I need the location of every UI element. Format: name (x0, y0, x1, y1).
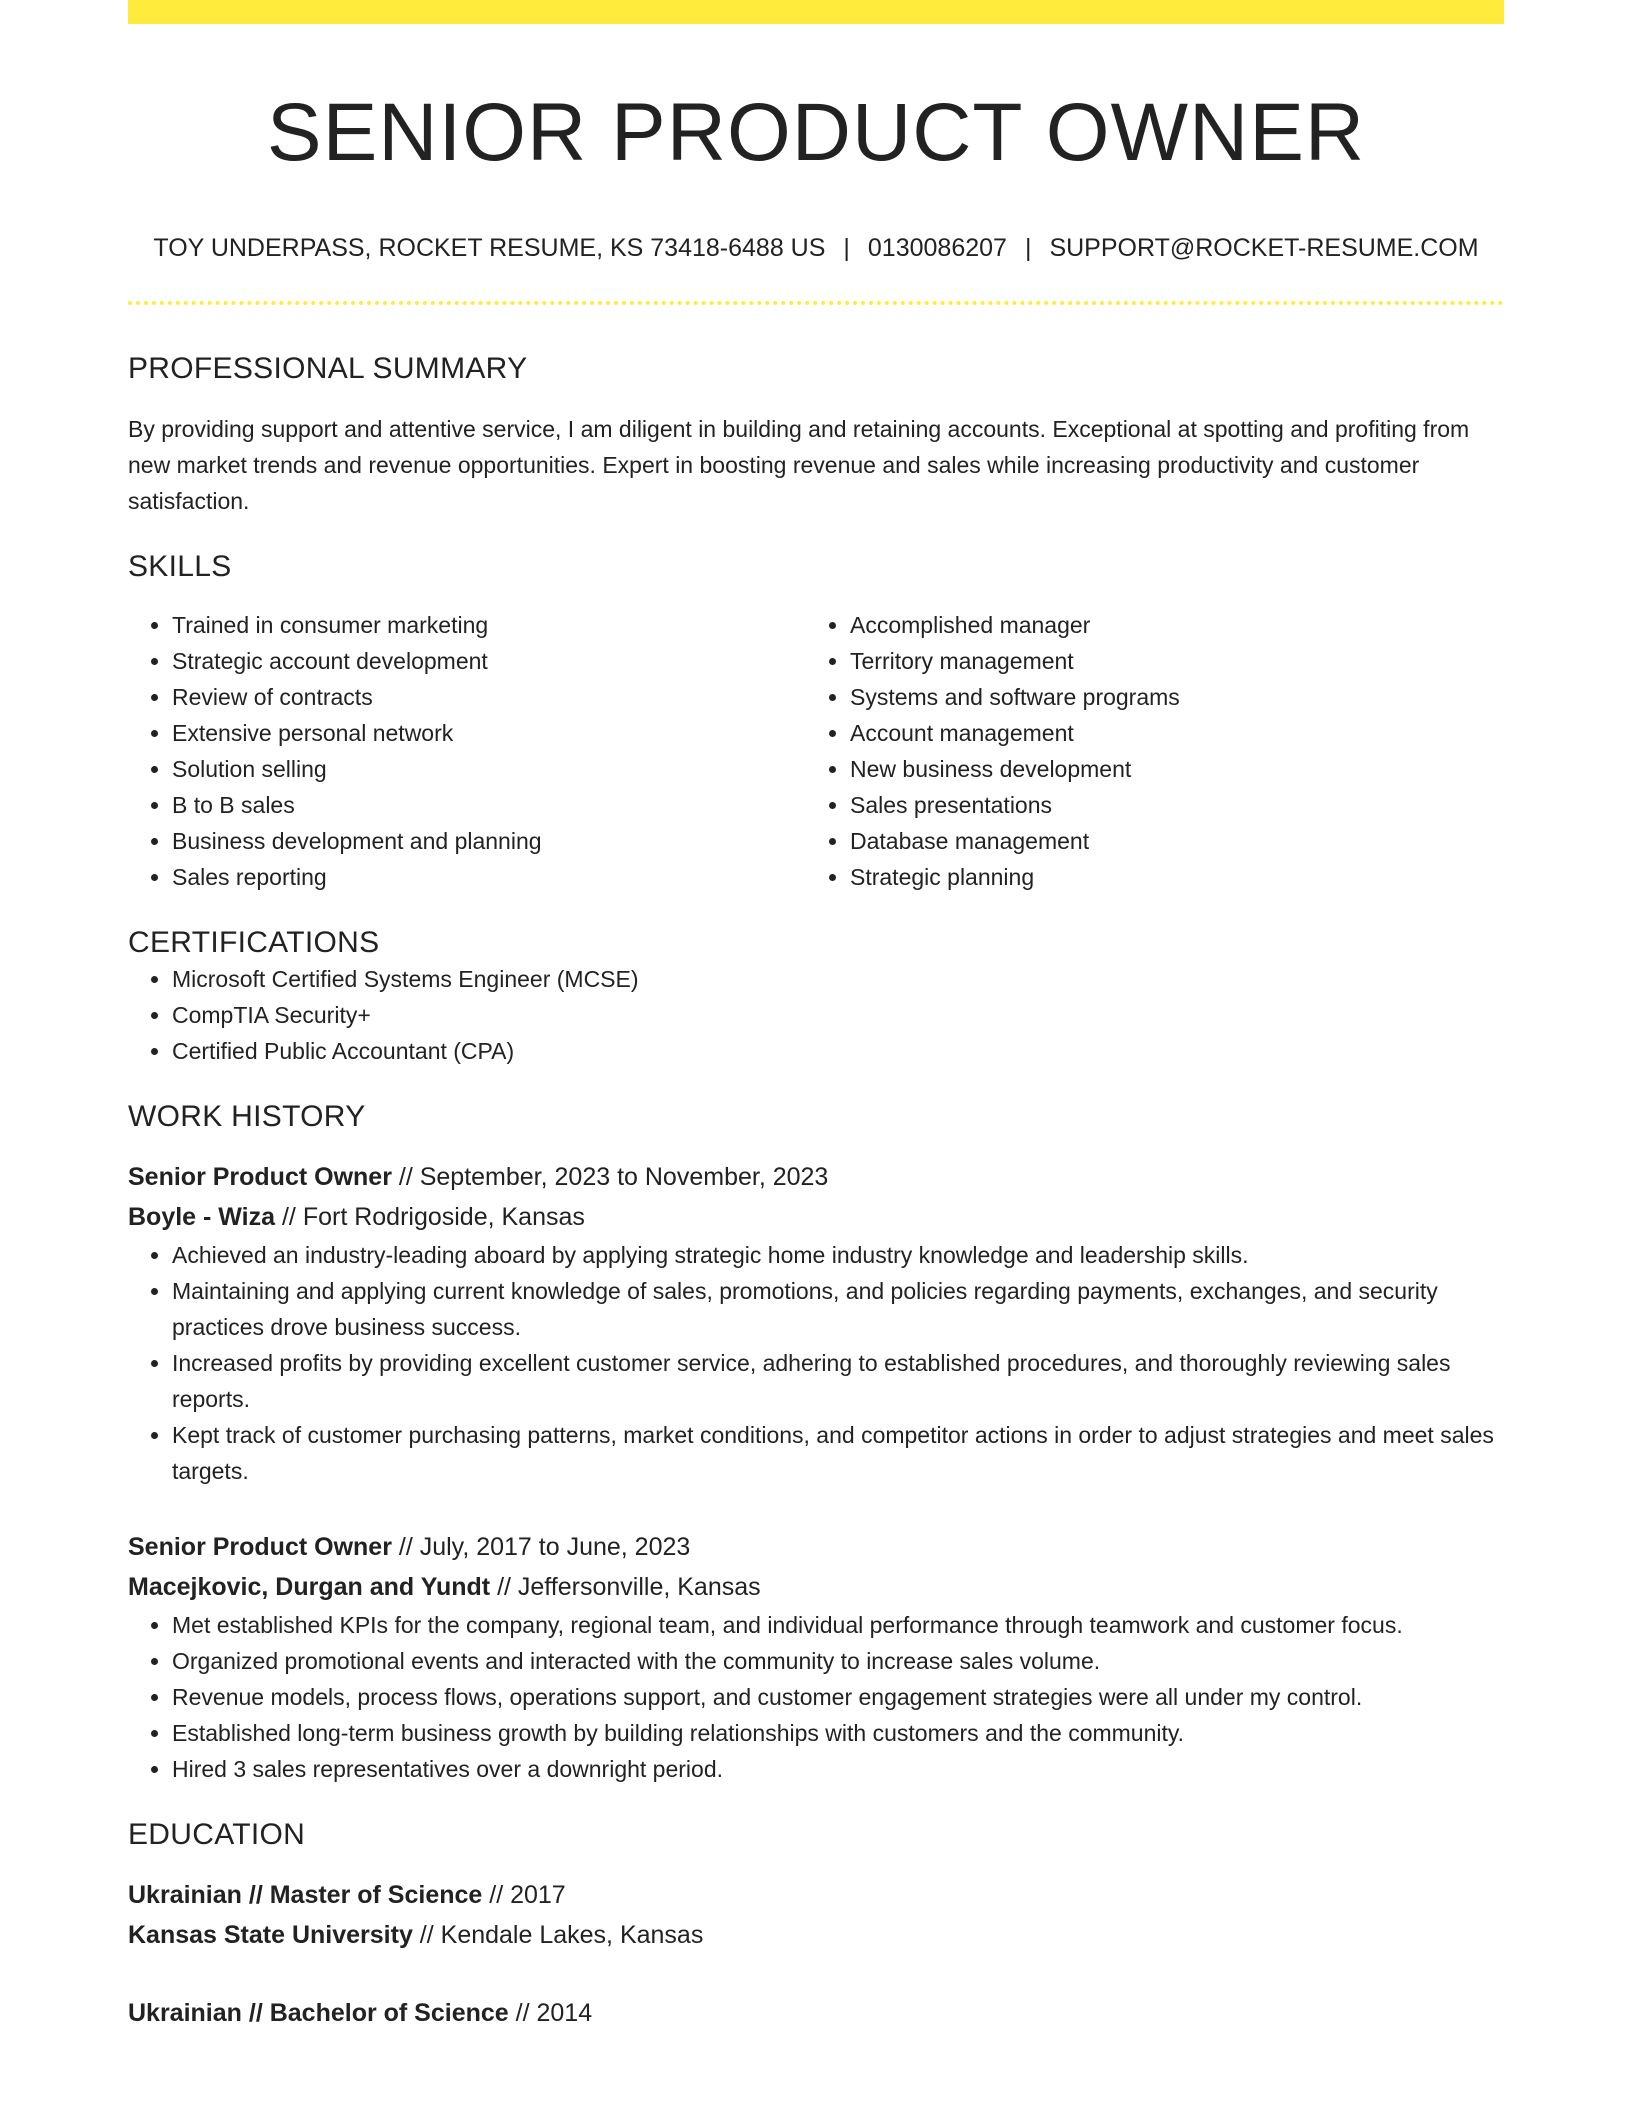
skills-right-list (806, 607, 1484, 895)
job-location: // Fort Rodrigoside, Kansas (275, 1202, 585, 1231)
skill-item: • Territory management (850, 643, 1484, 679)
skills-left-column (128, 607, 806, 895)
work-history-heading: WORK HISTORY (128, 1099, 366, 1133)
skill-item: • Trained in consumer marketing (172, 607, 806, 643)
job-company-line (128, 1567, 1504, 1607)
job-dates: // September, 2023 to November, 2023 (391, 1162, 829, 1191)
skills-right-column (806, 607, 1484, 895)
education-school-line (128, 1915, 1504, 1955)
job-bullet: • Established long-term business growth by building relationships with customers and the community. (172, 1715, 1504, 1751)
job-bullets (128, 1607, 1504, 1787)
job-bullet: • Hired 3 sales representatives over a downright period. (172, 1751, 1504, 1787)
skill-item: • Systems and software programs (850, 679, 1484, 715)
skill-item: • Strategic account development (172, 643, 806, 679)
education-location: // Kendale Lakes, Kansas (412, 1920, 704, 1949)
education-degree-line (128, 1875, 1504, 1915)
job-bullet: • Met established KPIs for the company, regional team, and individual performance through teamwork and customer focus. (172, 1607, 1504, 1643)
job-role: Senior Product Owner (128, 1162, 392, 1191)
contact-address: TOY UNDERPASS, ROCKET RESUME, KS 73418-6488 US (153, 234, 826, 263)
job-role-line (128, 1157, 1504, 1197)
skill-item: • B to B sales (172, 787, 806, 823)
skill-item: • Database management (850, 823, 1484, 859)
job-bullet: • Maintaining and applying current knowledge of sales, promotions, and policies regarding payments, exchanges, and security practices drove business success. (172, 1273, 1504, 1345)
job-bullets (128, 1237, 1504, 1489)
job-bullet: • Achieved an industry-leading aboard by applying strategic home industry knowledge and leadership skills. (172, 1237, 1504, 1273)
job-bullet: • Kept track of customer purchasing patterns, market conditions, and competitor actions in order to adjust strategies and meet sales targets. (172, 1417, 1504, 1489)
education-school: Kansas State University (128, 1920, 413, 1949)
education-entry (128, 1993, 1504, 2033)
resume-title: SENIOR PRODUCT OWNER (266, 87, 1366, 178)
summary-text: By providing support and attentive service, I am diligent in building and retaining accounts. Exceptional at spotting and profiting from new market trends and revenue opportunities. Expert in boosting revenue and sales while increasing productivity and customer satisfaction. (128, 415, 1470, 514)
job-bullet: • Increased profits by providing excellent customer service, adhering to established procedures, and thoroughly reviewing sales reports. (172, 1345, 1504, 1417)
skill-item: • Solution selling (172, 751, 806, 787)
dotted-divider (128, 301, 1504, 305)
skill-item: • Sales reporting (172, 859, 806, 895)
skills-heading: SKILLS (128, 549, 232, 583)
skill-item: • New business development (850, 751, 1484, 787)
contact-separator: | (1024, 234, 1032, 263)
certifications-heading: CERTIFICATIONS (128, 925, 380, 959)
skills-columns (128, 607, 1504, 895)
resume-page (128, 0, 1504, 2033)
skill-item: • Account management (850, 715, 1484, 751)
job-entry (128, 1157, 1504, 1489)
job-role: Senior Product Owner (128, 1532, 392, 1561)
job-dates: // July, 2017 to June, 2023 (391, 1532, 691, 1561)
certification-item: • Microsoft Certified Systems Engineer (MCSE) (172, 961, 1504, 997)
accent-top-bar (128, 0, 1504, 24)
contact-line (128, 232, 1504, 265)
skill-item: • Extensive personal network (172, 715, 806, 751)
contact-separator: | (843, 234, 850, 263)
certification-item: • Certified Public Accountant (CPA) (172, 1033, 1504, 1069)
certification-item: • CompTIA Security+ (172, 997, 1504, 1033)
skill-item: • Business development and planning (172, 823, 806, 859)
skill-item: • Strategic planning (850, 859, 1484, 895)
education-degree: Ukrainian // Bachelor of Science (128, 1998, 509, 2027)
skill-item: • Accomplished manager (850, 607, 1484, 643)
job-company: Macejkovic, Durgan and Yundt (128, 1572, 491, 1601)
job-bullet: • Revenue models, process flows, operations support, and customer engagement strategies were all under my control. (172, 1679, 1504, 1715)
job-company: Boyle - Wiza (128, 1202, 276, 1231)
job-bullet: • Organized promotional events and interacted with the community to increase sales volume. (172, 1643, 1504, 1679)
education-degree: Ukrainian // Master of Science (128, 1880, 483, 1909)
education-heading: EDUCATION (128, 1817, 306, 1851)
job-role-line (128, 1527, 1504, 1567)
education-year: // 2017 (482, 1880, 566, 1909)
job-location: // Jeffersonville, Kansas (490, 1572, 761, 1601)
skill-item: • Review of contracts (172, 679, 806, 715)
contact-phone: 0130086207 (867, 234, 1007, 263)
contact-email: SUPPORT@ROCKET-RESUME.COM (1049, 234, 1479, 263)
certifications-list (128, 961, 1504, 1069)
job-company-line (128, 1197, 1504, 1237)
job-entry (128, 1527, 1504, 1787)
skill-item: • Sales presentations (850, 787, 1484, 823)
education-year: // 2014 (508, 1998, 593, 2027)
education-entry (128, 1875, 1504, 1955)
summary-heading: PROFESSIONAL SUMMARY (128, 351, 528, 385)
education-degree-line (128, 1993, 1504, 2033)
skills-left-list (128, 607, 806, 895)
